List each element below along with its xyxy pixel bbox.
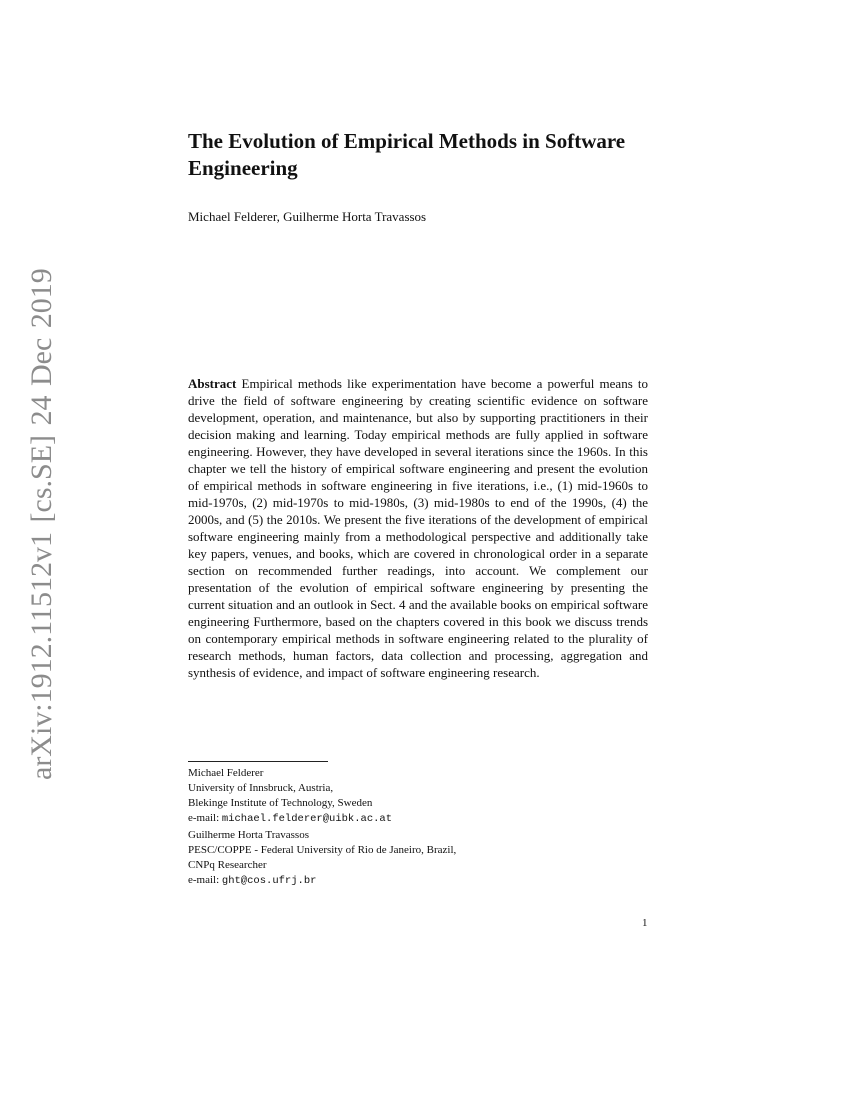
affiliation-name: Michael Felderer xyxy=(188,767,264,779)
abstract xyxy=(188,375,648,681)
author-list: Michael Felderer, Guilherme Horta Travassos xyxy=(188,209,427,224)
abstract-text: Empirical methods like experimentation have become a powerful means to drive the field of software engineering by creating scientific evidence on software development, operation, and maintenance, but also by supporting practitioners in their decision making and learning. Today empirical methods are fully applied in software engineering. However, they have developed in several iterations since the 1960s. In this chapter we tell the history of empirical software engineering and present the evolution of empirical methods in software engineering in five iterations, i.e., (1) mid-1960s to mid-1970s, (2) mid-1970s to mid-1980s, (3) mid-1980s to end of the 1990s, (4) the 2000s, and (5) the 2010s. We present the five iterations of the development of empirical software engineering mainly from a methodological perspective and additionally take key papers, venues, and books, which are covered in chronological order in a separate section on recommended further readings, into account. We complement our presentation of the evolution of empirical software engineering by presenting the current situation and an outlook in Sect. 4 and the available books on empirical software engineering Furthermore, based on the chapters covered in this book we discuss trends on contemporary empirical methods in software engineering related to the plurality of research methods, human factors, data collection and processing, aggregation and synthesis of evidence, and impact of software engineering research. xyxy=(188,376,648,680)
affiliation-email-row xyxy=(188,873,608,889)
email-address: michael.felderer@uibk.ac.at xyxy=(221,813,393,825)
email-address: ght@cos.ufrj.br xyxy=(221,875,317,887)
affiliation-line: University of Innsbruck, Austria, xyxy=(188,782,334,794)
email-label: e-mail: xyxy=(188,874,222,886)
abstract-label: Abstract xyxy=(188,376,237,391)
affiliation-name: Guilherme Horta Travassos xyxy=(188,829,309,841)
affiliation-line: Blekinge Institute of Technology, Sweden xyxy=(188,797,373,809)
footnote-divider xyxy=(188,761,328,762)
affiliation-block-2 xyxy=(188,828,608,889)
page-number: 1 xyxy=(642,917,648,929)
affiliation-block-1 xyxy=(188,766,608,827)
email-label: e-mail: xyxy=(188,812,222,824)
affiliation-line: PESC/COPPE - Federal University of Rio de Janeiro, Brazil, xyxy=(188,844,457,856)
arxiv-identifier-stamp: arXiv:1912.11512v1 [cs.SE] 24 Dec 2019 xyxy=(25,268,58,780)
affiliation-email-row xyxy=(188,811,608,827)
affiliation-line: CNPq Researcher xyxy=(188,859,267,871)
paper-title: The Evolution of Empirical Methods in Software Engineering xyxy=(188,129,626,180)
